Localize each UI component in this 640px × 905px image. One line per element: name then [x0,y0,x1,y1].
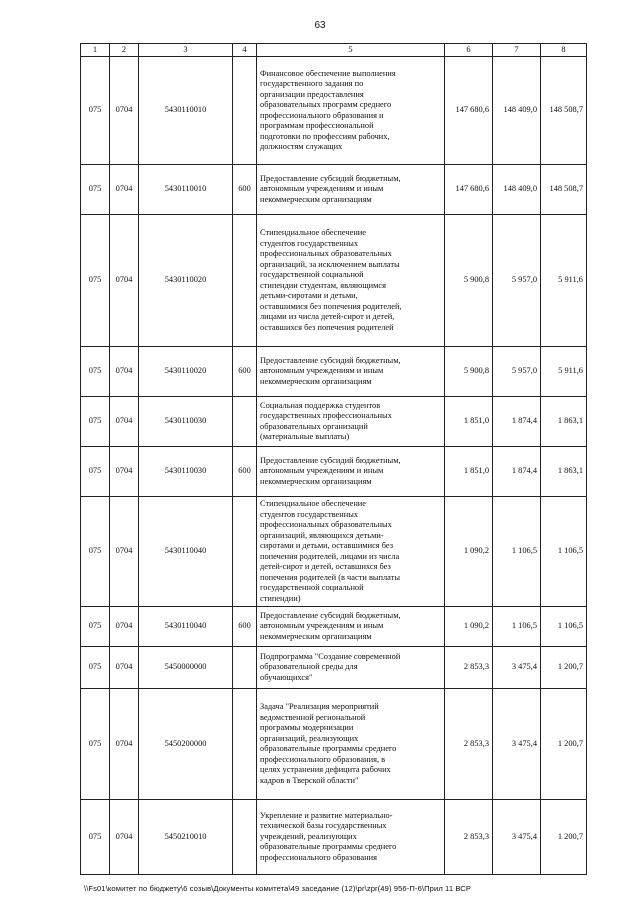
cell-amount-year-2: 3 475,4 [493,689,541,800]
cell-expense-type: 600 [233,165,257,215]
cell-amount-year-2: 1 874,4 [493,447,541,497]
cell-description: Стипендиальное обеспечение студентов государственных профессиональных образовательных организаций, за исключением выплаты государственной социальной стипендии студентам, являющимся детьми-сиротами и детьми, оставшимися без попечения родителей, лицами из числа детей-сирот и детей, оставшихся без попечения родителей [257,215,445,347]
cell-expense-type [233,215,257,347]
cell-amount-year-1: 1 851,0 [445,397,493,447]
table-row [81,347,587,397]
cell-agency-code: 075 [81,607,110,647]
cell-amount-year-2: 3 475,4 [493,800,541,875]
cell-agency-code: 075 [81,165,110,215]
cell-amount-year-2: 3 475,4 [493,647,541,689]
cell-target-code: 5430110020 [139,215,233,347]
cell-amount-year-3: 1 106,5 [541,497,587,607]
header-col-3: 3 [139,44,233,57]
cell-amount-year-1: 2 853,3 [445,689,493,800]
cell-description: Задача "Реализация мероприятий ведомственной региональной программы модернизации организаций, реализующих образовательные программы среднего профессионального образования, в целях устранения дефицита рабочих кадров в Тверской области" [257,689,445,800]
cell-amount-year-1: 147 680,6 [445,165,493,215]
cell-description: Предоставление субсидий бюджетным, автономным учреждениям и иным некоммерческим организациям [257,607,445,647]
header-col-7: 7 [493,44,541,57]
cell-amount-year-3: 1 106,5 [541,607,587,647]
cell-target-code: 5450000000 [139,647,233,689]
cell-expense-type [233,397,257,447]
cell-target-code: 5430110030 [139,397,233,447]
cell-target-code: 5430110040 [139,607,233,647]
header-col-1: 1 [81,44,110,57]
cell-target-code: 5450200000 [139,689,233,800]
table-row [81,607,587,647]
cell-target-code: 5430110030 [139,447,233,497]
table-row [81,689,587,800]
cell-amount-year-3: 1 200,7 [541,689,587,800]
footer-file-path: \\Fs01\комитет по бюджету\6 созыв\Документы комитета\49 заседание (12)\pr\zpr(49) 956-П-6\Прил 11 ВСР [84,884,472,893]
cell-description: Предоставление субсидий бюджетным, автономным учреждениям и иным некоммерческим организациям [257,165,445,215]
header-col-2: 2 [110,44,139,57]
budget-table [80,43,587,875]
cell-target-code: 5430110020 [139,347,233,397]
cell-amount-year-3: 1 200,7 [541,647,587,689]
cell-section-code: 0704 [110,447,139,497]
table-row [81,397,587,447]
cell-agency-code: 075 [81,497,110,607]
table-row [81,215,587,347]
cell-description: Предоставление субсидий бюджетным, автономным учреждениям и иным некоммерческим организациям [257,447,445,497]
cell-amount-year-3: 5 911,6 [541,347,587,397]
table-row [81,647,587,689]
cell-amount-year-1: 1 090,2 [445,607,493,647]
cell-amount-year-2: 1 106,5 [493,607,541,647]
table-row [81,165,587,215]
cell-amount-year-1: 2 853,3 [445,800,493,875]
cell-amount-year-2: 1 106,5 [493,497,541,607]
page-number: 63 [314,20,326,31]
cell-amount-year-3: 148 508,7 [541,57,587,165]
cell-expense-type [233,800,257,875]
cell-section-code: 0704 [110,497,139,607]
cell-agency-code: 075 [81,447,110,497]
cell-section-code: 0704 [110,647,139,689]
table-row [81,447,587,497]
cell-agency-code: 075 [81,57,110,165]
cell-amount-year-2: 5 957,0 [493,215,541,347]
table-row [81,800,587,875]
cell-amount-year-1: 1 090,2 [445,497,493,607]
cell-amount-year-2: 1 874,4 [493,397,541,447]
cell-amount-year-1: 2 853,3 [445,647,493,689]
cell-section-code: 0704 [110,347,139,397]
table-row [81,57,587,165]
cell-amount-year-1: 5 900,8 [445,347,493,397]
cell-amount-year-3: 1 863,1 [541,447,587,497]
cell-section-code: 0704 [110,165,139,215]
cell-amount-year-2: 5 957,0 [493,347,541,397]
header-col-6: 6 [445,44,493,57]
cell-amount-year-1: 147 680,6 [445,57,493,165]
cell-target-code: 5450210010 [139,800,233,875]
header-col-4: 4 [233,44,257,57]
cell-expense-type: 600 [233,607,257,647]
cell-agency-code: 075 [81,397,110,447]
cell-description: Подпрограмма "Создание современной образовательной среды для обучающихся" [257,647,445,689]
cell-section-code: 0704 [110,689,139,800]
cell-target-code: 5430110010 [139,57,233,165]
cell-agency-code: 075 [81,647,110,689]
cell-target-code: 5430110010 [139,165,233,215]
table-row [81,497,587,607]
cell-description: Стипендиальное обеспечение студентов государственных профессиональных образовательных организаций, являющихся детьми- сиротами и детьми, оставшимися без попечения родителей, лицами из числа детей-сирот и детей, оставшихся без попечения родителей (в части выплаты государственной социальной стипендии) [257,497,445,607]
header-col-8: 8 [541,44,587,57]
cell-expense-type: 600 [233,347,257,397]
cell-description: Социальная поддержка студентов государственных профессиональных образовательных организаций (материальные выплаты) [257,397,445,447]
cell-agency-code: 075 [81,215,110,347]
cell-amount-year-3: 148 508,7 [541,165,587,215]
header-col-5: 5 [257,44,445,57]
cell-amount-year-1: 1 851,0 [445,447,493,497]
cell-amount-year-3: 1 863,1 [541,397,587,447]
cell-expense-type: 600 [233,447,257,497]
table-header-row [81,44,587,57]
cell-section-code: 0704 [110,397,139,447]
cell-section-code: 0704 [110,607,139,647]
cell-agency-code: 075 [81,689,110,800]
cell-amount-year-3: 1 200,7 [541,800,587,875]
cell-amount-year-3: 5 911,6 [541,215,587,347]
cell-expense-type [233,57,257,165]
cell-expense-type [233,689,257,800]
cell-expense-type [233,497,257,607]
cell-expense-type [233,647,257,689]
cell-amount-year-2: 148 409,0 [493,165,541,215]
cell-target-code: 5430110040 [139,497,233,607]
cell-amount-year-2: 148 409,0 [493,57,541,165]
cell-agency-code: 075 [81,347,110,397]
cell-amount-year-1: 5 900,8 [445,215,493,347]
cell-description: Предоставление субсидий бюджетным, автономным учреждениям и иным некоммерческим организациям [257,347,445,397]
cell-section-code: 0704 [110,800,139,875]
cell-agency-code: 075 [81,800,110,875]
cell-section-code: 0704 [110,57,139,165]
cell-description: Финансовое обеспечение выполнения государственного задания по организации предоставления образовательных программ среднего профессионального образования и программам профессиональной подготовки по профессиям рабочих, должностям служащих [257,57,445,165]
cell-description: Укрепление и развитие материально- технической базы государственных учреждений, реализующих образовательные программы среднего профессионального образования [257,800,445,875]
cell-section-code: 0704 [110,215,139,347]
